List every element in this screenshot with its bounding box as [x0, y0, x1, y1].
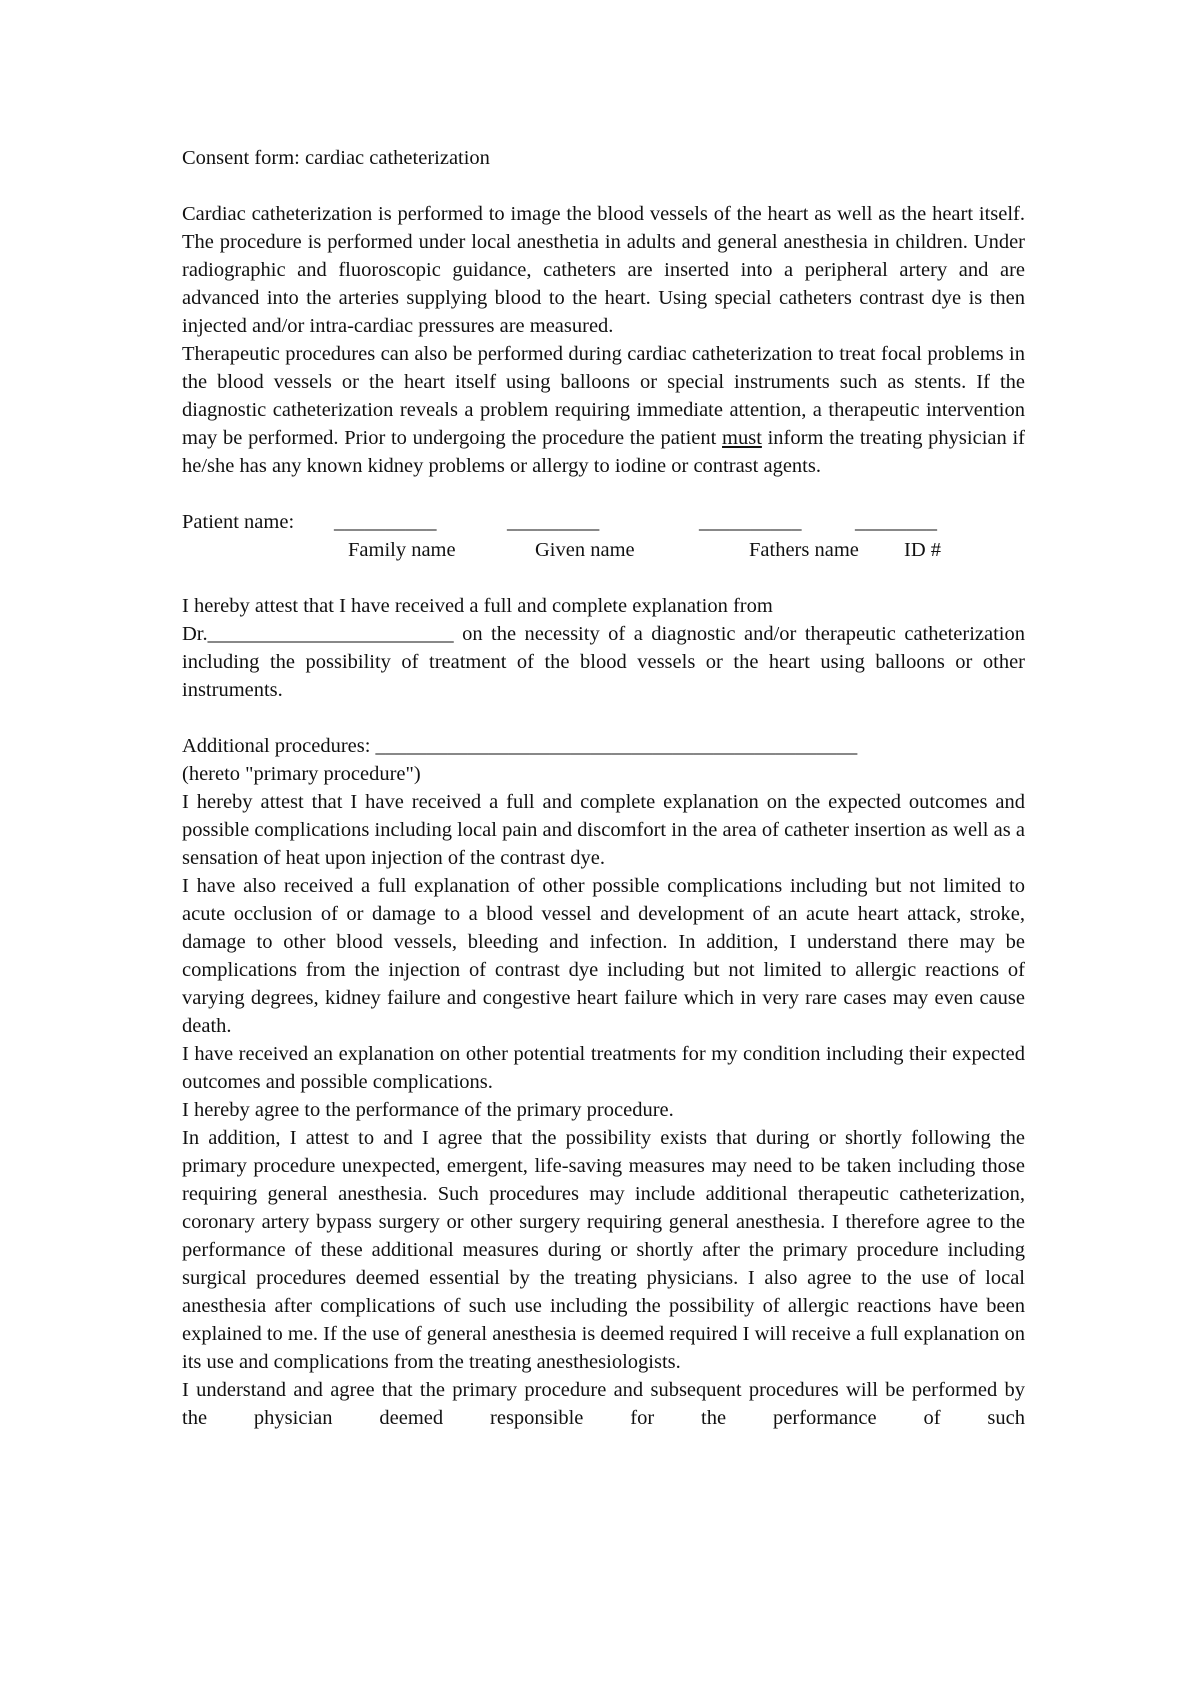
emphasis-must: must — [722, 427, 762, 449]
consent-paragraph-1: I hereby attest that I have received a full and complete explanation on the expected outcomes and possible complications including local pain and discomfort in the area of catheter insertion as well as a sensation of heat upon injection of the contrast dye. — [182, 791, 1025, 869]
spacer — [182, 564, 1025, 592]
patient-name-row — [182, 508, 1025, 536]
intro-paragraph-2-end: inform the treating physician if he/she has any known kidney problems or allergy to iodine or contrast agents. — [182, 427, 1025, 477]
consent-paragraph-2: I have also received a full explanation of other possible complications including but not limited to acute occlusion of or damage to a blood vessel and development of an acute heart attack, stroke, damage to other blood vessels, bleeding and infection. In addition, I understand there may be complications from the injection of contrast dye including but not limited to allergic reactions of varying degrees, kidney failure and congestive heart failure which in very rare cases may even cause death. — [182, 875, 1025, 1037]
doctor-name-blank[interactable]: Dr.________________________ — [182, 623, 454, 645]
patient-name-label: Patient name: — [182, 511, 295, 533]
additional-procedures-field[interactable]: Additional procedures: _______________________________________________ — [182, 735, 858, 757]
id-caption: ID # — [904, 539, 942, 561]
spacer — [182, 704, 1025, 732]
consent-paragraph-6: I understand and agree that the primary procedure and subsequent procedures will be performed by the physician deemed responsible for the performance of such — [182, 1379, 1025, 1429]
consent-document — [182, 144, 1025, 1432]
hereto-primary-procedure: (hereto "primary procedure") — [182, 763, 421, 785]
id-blank[interactable]: ________ — [855, 511, 937, 533]
patient-name-captions — [182, 536, 1025, 564]
attest-doctor-paragraph — [182, 620, 1025, 704]
spacer — [182, 172, 1025, 200]
given-name-blank[interactable]: _________ — [507, 511, 600, 533]
fathers-name-blank[interactable]: __________ — [699, 511, 802, 533]
intro-paragraph-2 — [182, 340, 1025, 480]
attest-line: I hereby attest that I have received a full and complete explanation from — [182, 595, 773, 617]
spacer — [182, 480, 1025, 508]
family-name-blank[interactable]: __________ — [334, 511, 437, 533]
consent-paragraph-4: I hereby agree to the performance of the primary procedure. — [182, 1099, 674, 1121]
attest-doctor-text: on the necessity of a diagnostic and/or therapeutic catheterization including the possibility of treatment of the blood vessels or the heart using balloons or other instruments. — [182, 623, 1025, 701]
fathers-name-caption: Fathers name — [749, 539, 859, 561]
consent-paragraph-5: In addition, I attest to and I agree that the possibility exists that during or shortly following the primary procedure unexpected, emergent, life-saving measures may need to be taken including those requiring general anesthesia. Such procedures may include additional therapeutic catheterization, coronary artery bypass surgery or other surgery requiring general anesthesia. I therefore agree to the performance of these additional measures during or shortly after the primary procedure including surgical procedures deemed essential by the treating physicians. I also agree to the use of local anesthesia after complications of such use including the possibility of allergic reactions have been explained to me. If the use of general anesthesia is deemed required I will receive a full explanation on its use and complications from the treating anesthesiologists. — [182, 1127, 1026, 1373]
intro-paragraph-2-start: Therapeutic procedures can also be performed during cardiac catheterization to treat focal problems in the blood vessels or the heart itself using balloons or special instruments such as stents. If the diagnostic catheterization reveals a problem requiring immediate attention, a therapeutic intervention may be performed. Prior to undergoing the procedure the patient — [182, 343, 1025, 449]
given-name-caption: Given name — [535, 539, 635, 561]
intro-paragraph-1: Cardiac catheterization is performed to image the blood vessels of the heart as well as the heart itself. The procedure is performed under local anesthetia in adults and general anesthesia in children. Under radiographic and fluoroscopic guidance, catheters are inserted into a peripheral artery and are advanced into the arteries supplying blood to the heart. Using special catheters contrast dye is then injected and/or intra-cardiac pressures are measured. — [182, 203, 1025, 337]
consent-paragraph-3: I have received an explanation on other potential treatments for my condition including their expected outcomes and possible complications. — [182, 1043, 1025, 1093]
document-title: Consent form: cardiac catheterization — [182, 147, 490, 169]
family-name-caption: Family name — [348, 539, 456, 561]
